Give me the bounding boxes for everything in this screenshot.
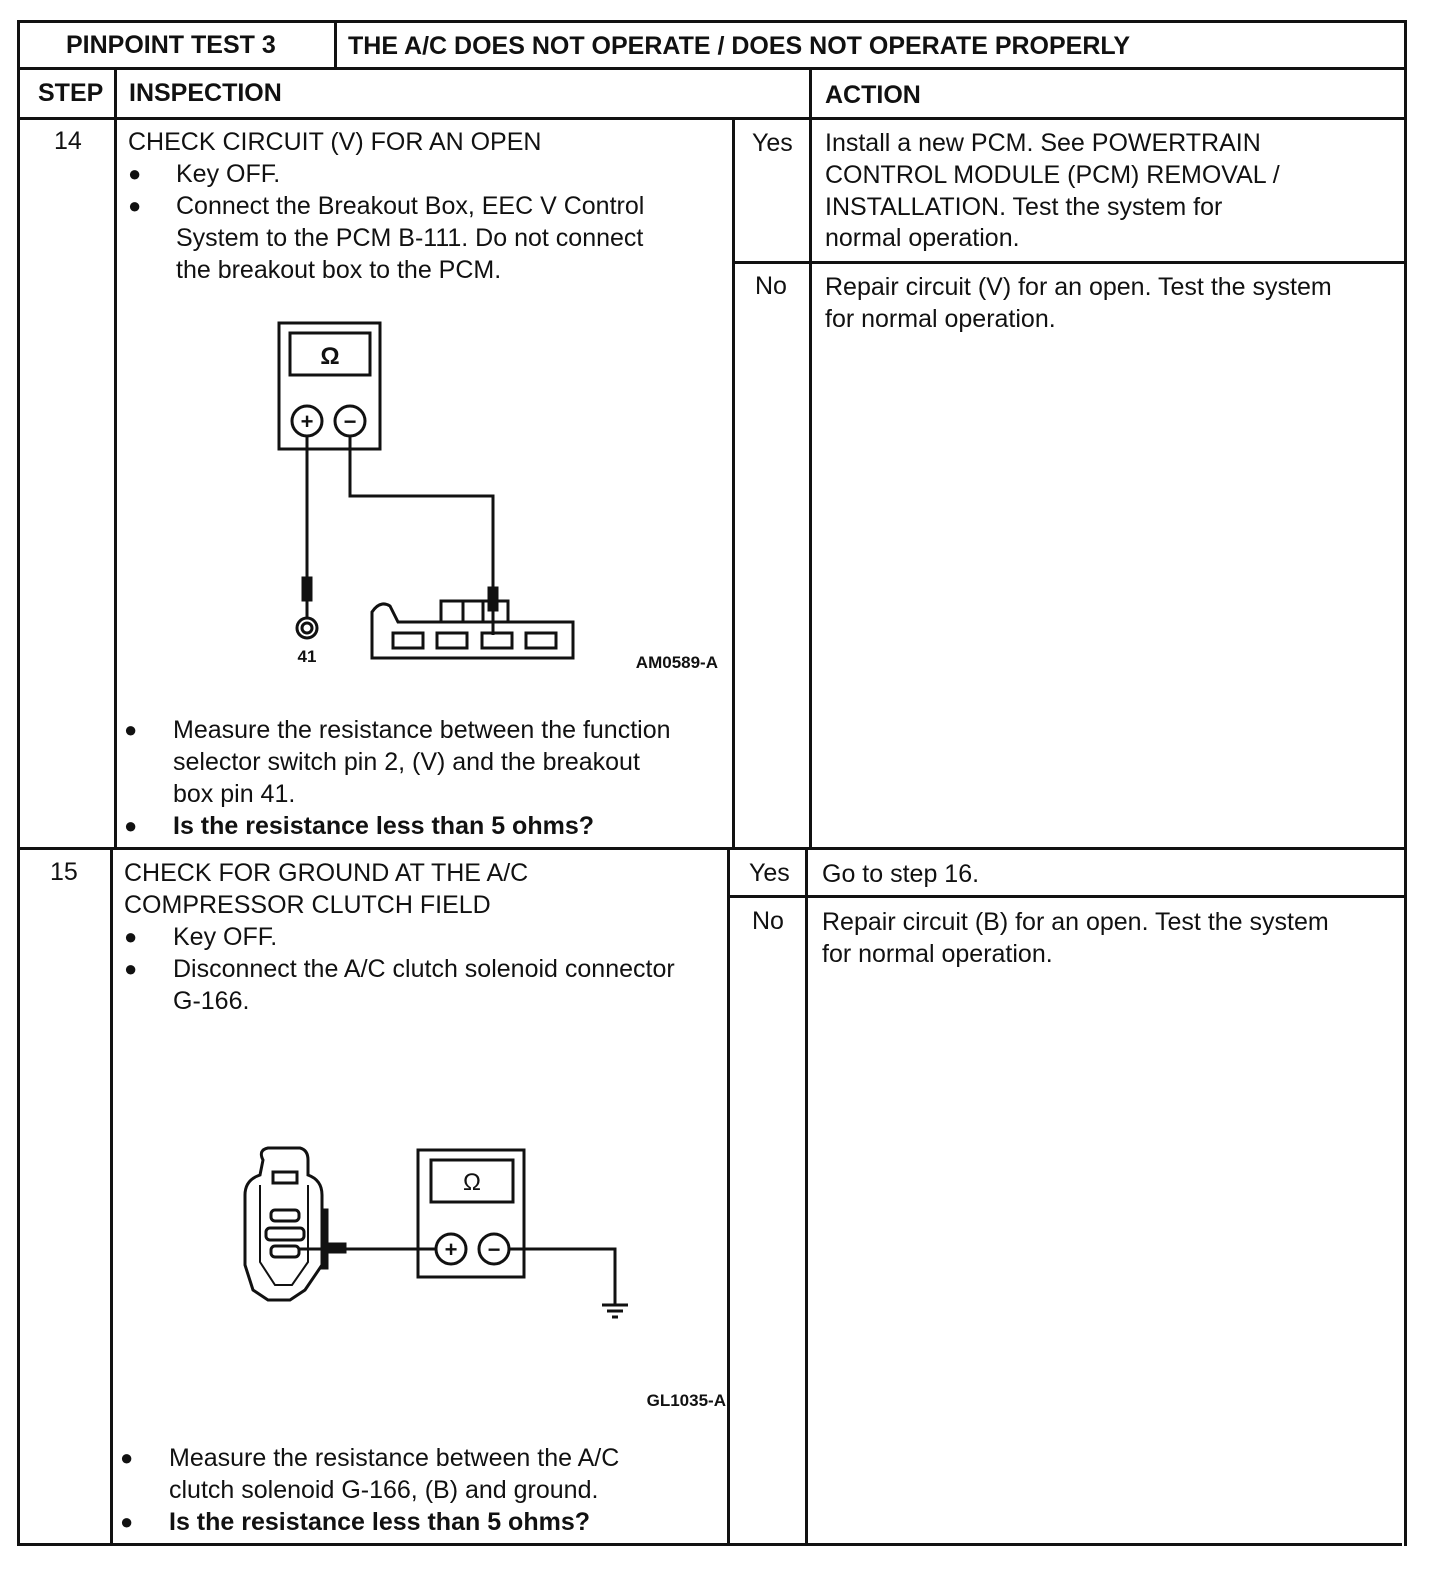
positive-terminal xyxy=(292,406,322,436)
pinpoint-test-title: THE A/C DOES NOT OPERATE / DOES NOT OPERATE PROPERLY xyxy=(348,32,1131,60)
ground-symbol xyxy=(602,1305,628,1317)
instruction-text: Measure the resistance between the function xyxy=(173,716,671,744)
ohmmeter-display xyxy=(290,333,370,375)
negative-lead xyxy=(509,1249,615,1305)
step-title: CHECK CIRCUIT (V) FOR AN OPEN xyxy=(128,128,542,156)
question-text: Is the resistance less than 5 ohms? xyxy=(169,1508,590,1536)
yes-label: Yes xyxy=(749,859,790,887)
bullet: ● xyxy=(124,717,138,742)
no-action: for normal operation. xyxy=(825,305,1056,333)
step-number: 15 xyxy=(50,858,78,886)
clutch-solenoid-connector xyxy=(245,1148,322,1300)
yes-action: normal operation. xyxy=(825,224,1020,252)
bullet: ● xyxy=(128,193,142,218)
negative-lead xyxy=(350,436,493,590)
bullet: ● xyxy=(128,161,142,186)
svg-text:−: − xyxy=(343,409,357,434)
step-title: CHECK FOR GROUND AT THE A/C xyxy=(124,859,529,887)
diagram-gl1035-a xyxy=(245,1148,726,1410)
step-title: COMPRESSOR CLUTCH FIELD xyxy=(124,891,491,919)
figure-id: GL1035-A xyxy=(646,1391,726,1410)
yes-action: CONTROL MODULE (PCM) REMOVAL / xyxy=(825,161,1280,189)
yes-action: Go to step 16. xyxy=(822,860,980,888)
instruction-text: Connect the Breakout Box, EEC V Control xyxy=(176,192,645,220)
no-action: Repair circuit (V) for an open. Test the system xyxy=(825,273,1332,301)
ohm-symbol: Ω xyxy=(463,1169,481,1196)
instruction-text: the breakout box to the PCM. xyxy=(176,256,502,284)
instruction-text: Measure the resistance between the A/C xyxy=(169,1444,620,1472)
diagram-am0589-a xyxy=(279,323,718,672)
instruction-text: Key OFF. xyxy=(176,160,281,188)
pinpoint-test-id: PINPOINT TEST 3 xyxy=(66,31,276,59)
instruction-text: G-166. xyxy=(173,987,250,1015)
negative-terminal xyxy=(335,406,365,436)
svg-text:+: + xyxy=(300,409,314,434)
question-text: Is the resistance less than 5 ohms? xyxy=(173,812,594,840)
instruction-text: clutch solenoid G-166, (B) and ground. xyxy=(169,1476,599,1504)
instruction-text: selector switch pin 2, (V) and the breakout xyxy=(173,748,640,776)
no-label: No xyxy=(752,907,784,935)
breakout-pin-41 xyxy=(297,618,317,638)
ohm-symbol: Ω xyxy=(320,343,340,370)
no-action: for normal operation. xyxy=(822,940,1053,968)
probe-tip xyxy=(303,578,311,600)
column-header-inspection: INSPECTION xyxy=(129,79,282,107)
probe-tip xyxy=(325,1244,345,1252)
instruction-text: System to the PCM B-111. Do not connect xyxy=(176,224,644,252)
column-header-step: STEP xyxy=(38,79,104,107)
figure-id: AM0589-A xyxy=(635,653,718,672)
bullet: ● xyxy=(120,1509,134,1534)
ohmmeter-body xyxy=(279,323,380,449)
step-number: 14 xyxy=(54,127,82,155)
bullet: ● xyxy=(124,924,138,949)
ohmmeter-body xyxy=(418,1150,524,1277)
bullet: ● xyxy=(124,956,138,981)
probe-tip xyxy=(489,588,497,610)
no-action: Repair circuit (B) for an open. Test the system xyxy=(822,908,1329,936)
bullet: ● xyxy=(120,1445,134,1470)
ohmmeter-display xyxy=(431,1160,513,1202)
instruction-text: Key OFF. xyxy=(173,923,278,951)
no-label: No xyxy=(755,272,787,300)
bullet: ● xyxy=(124,813,138,838)
positive-terminal xyxy=(436,1234,466,1264)
yes-label: Yes xyxy=(752,129,793,157)
svg-text:−: − xyxy=(487,1237,501,1262)
pcm-connector xyxy=(372,604,573,658)
instruction-text: box pin 41. xyxy=(173,780,296,808)
column-header-action: ACTION xyxy=(825,81,921,109)
yes-action: INSTALLATION. Test the system for xyxy=(825,193,1223,221)
svg-text:+: + xyxy=(444,1237,458,1262)
pin-label: 41 xyxy=(297,647,317,666)
yes-action: Install a new PCM. See POWERTRAIN xyxy=(825,129,1261,157)
negative-terminal xyxy=(479,1234,509,1264)
instruction-text: Disconnect the A/C clutch solenoid connector xyxy=(173,955,675,983)
